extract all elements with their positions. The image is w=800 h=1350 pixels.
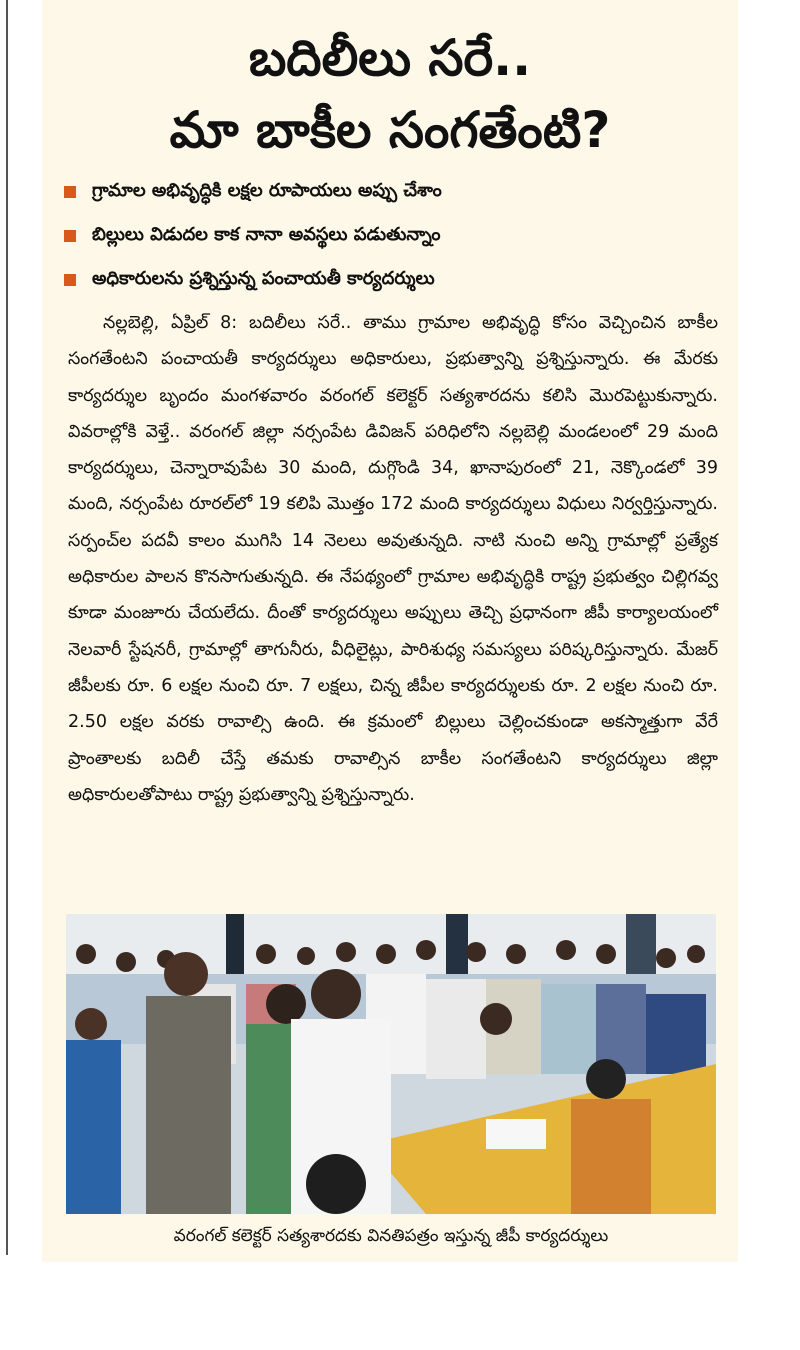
highlight-list — [64, 170, 724, 302]
news-photo — [66, 914, 716, 1214]
highlight-text: బిల్లులు విడుదల కాక నానా అవస్థలు పడుతున్నాం — [92, 223, 441, 245]
highlight-item — [64, 170, 724, 214]
page-margin-rule — [6, 0, 8, 1255]
headline — [42, 22, 738, 166]
bullet-square-icon — [64, 186, 76, 198]
highlight-item — [64, 258, 724, 302]
article-body: నల్లబెల్లి, ఏప్రిల్ 8: బదిలీలు సరే.. తాము గ్రామాల అభివృద్ధి కోసం వెచ్చించిన బాకీల సంగతేంటని పంచాయతీ కార్యదర్శులు అధికారులు, ప్రభుత్వాన్ని ప్రశ్నిస్తున్నారు. ఈ మేరకు కార్యదర్శుల బృందం మంగళవారం వరంగల్ కలెక్టర్ సత్యశారదను కలిసి మొరపెట్టుకున్నారు. వివరాల్లోకి వెళ్తే.. వరంగల్ జిల్లా నర్సంపేట డివిజన్ పరిధిలోని నల్లబెల్లి మండలంలో 29 మంది కార్యదర్శులు, చెన్నారావుపేట 30 మంది, దుగ్గొండి 34, ఖానాపురంలో 21, నెక్కొండలో 39 మంది, నర్సంపేట రూరల్‌లో 19 కలిపి మొత్తం 172 మంది కార్యదర్శులు విధులు నిర్వర్తిస్తున్నారు. సర్పంచ్‌ల పదవీ కాలం ముగిసి 14 నెలలు అవుతున్నది. నాటి నుంచి అన్ని గ్రామాల్లో ప్రత్యేక అధికారుల పాలన కొనసాగుతున్నది. ఈ నేపథ్యంలో గ్రామాల అభివృద్ధికి రాష్ట్ర ప్రభుత్వం చిల్లిగవ్వ కూడా మంజూరు చేయలేదు. దీంతో కార్యదర్శులు అప్పులు తెచ్చి ప్రధానంగా జీపీ కార్యాలయంలో నెలవారీ స్టేషనరీ, గ్రామాల్లో తాగునీరు, వీధిలైట్లు, పారిశుధ్య సమస్యలు పరిష్కరిస్తున్నారు. మేజర్ జీపీలకు రూ. 6 లక్షల నుంచి రూ. 7 లక్షలు, చిన్న జీపీల కార్యదర్శులకు రూ. 2 లక్షల నుంచి రూ. 2.50 లక్షల వరకు రావాల్సి ఉంది. ఈ క్రమంలో బిల్లులు చెల్లించకుండా అకస్మాత్తుగా వేరే ప్రాంతాలకు బదిలీ చేస్తే తమకు రావాల్సిన బాకీల సంగతేంటని కార్యదర్శులు జిల్లా అధికారులతోపాటు రాష్ట్ర ప్రభుత్వాన్ని ప్రశ్నిస్తున్నారు. — [68, 313, 718, 805]
highlight-item — [64, 214, 724, 258]
highlight-text: అధికారులను ప్రశ్నిస్తున్న పంచాయతీ కార్యదర్శులు — [92, 267, 435, 289]
headline-line-1: బదిలీలు సరే.. — [248, 29, 532, 87]
meeting-photo-illustration — [66, 914, 716, 1214]
photo-caption: వరంగల్ కలెక్టర్ సత్యశారదకు వినతిపత్రం ఇస్తున్న జీపీ కార్యదర్శులు — [173, 1226, 609, 1246]
headline-line-2: మా బాకీల సంగతేంటి? — [169, 101, 611, 159]
highlight-text: గ్రామాల అభివృద్ధికి లక్షల రూపాయలు అప్పు చేశాం — [92, 179, 442, 201]
bullet-square-icon — [64, 274, 76, 286]
bullet-square-icon — [64, 230, 76, 242]
